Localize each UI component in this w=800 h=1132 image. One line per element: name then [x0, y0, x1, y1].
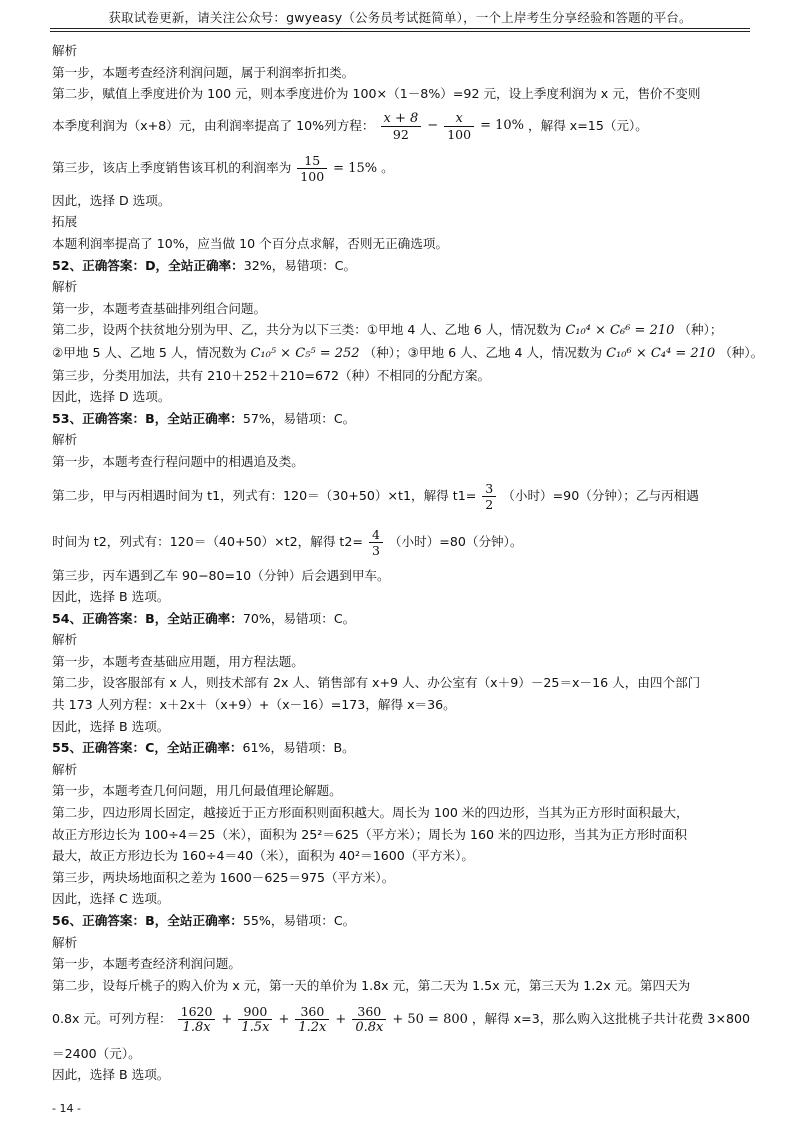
step-text-with-formula	[52, 519, 752, 565]
math-operator: +	[335, 1011, 347, 1027]
document-body	[52, 40, 764, 1086]
question-number: 54、正确答案：	[52, 610, 146, 626]
rate-label: 全站正确率：	[166, 740, 243, 756]
step-text: 第一步，本题考查几何问题，用几何最值理论解题。	[52, 783, 342, 799]
text: 0.8x 元。可列方程：	[52, 1011, 172, 1027]
rate-label: 全站正确率：	[167, 913, 243, 928]
answer: B，	[145, 913, 168, 928]
header-rule-2	[50, 31, 750, 32]
analysis-label: 解析	[52, 279, 78, 295]
step-text: 第一步，本题考查经济利润问题，属于利润率折扣类。	[52, 64, 355, 80]
answer: B，	[145, 410, 168, 426]
rate-rest: 57%，易错项：C。	[242, 410, 356, 426]
step-text: 第三步，分类用加法，共有 210＋252＋210=672（种）不相同的分配方案。	[52, 367, 491, 383]
rate-rest: 70%，易错项：C。	[242, 610, 356, 626]
question-header	[52, 408, 752, 430]
step-text-with-formula	[52, 473, 752, 519]
question-number: 52、正确答案：	[52, 257, 146, 273]
text: ，解得 x=15（元）。	[528, 117, 648, 133]
step-text: 第一步，本题考查基础应用题，用方程法题。	[52, 653, 304, 669]
fraction: $\frac{3}{2}$	[482, 481, 496, 512]
question-header	[52, 255, 752, 277]
step-text-with-formula	[52, 342, 764, 365]
step-text: 最大，故正方形边长为 160÷4＝40（米），面积为 40²＝1600（平方米）。	[52, 848, 475, 864]
page-number: - 14 -	[52, 1102, 81, 1115]
fraction: $\frac{360}{0.8x}$	[352, 1004, 386, 1035]
fraction: $\frac{x + 8}{92}$	[381, 111, 422, 142]
analysis-label: 解析	[52, 432, 78, 448]
answer: D，	[145, 257, 169, 273]
step-text-with-formula	[52, 996, 752, 1043]
conclusion: 因此，选择 C 选项。	[52, 891, 170, 907]
analysis-label: 解析	[52, 43, 78, 58]
step-text: 第三步，丙车遇到乙车 90−80=10（分钟）后会遇到甲车。	[52, 567, 390, 583]
text: ，解得 x=3，那么购入这批桃子共计花费 3×800	[471, 1011, 751, 1027]
rate-rest: 61%，易错项：B。	[242, 740, 355, 756]
step-text: 第三步，两块场地面积之差为 1600－625＝975（平方米）。	[52, 869, 395, 885]
text: 。	[381, 160, 394, 176]
conclusion: 因此，选择 D 选项。	[52, 192, 171, 208]
question-number: 56、正确答案：	[52, 913, 146, 928]
extension-text: 本题利润率提高了 10%，应当做 10 个百分点求解，否则无正确选项。	[52, 235, 449, 251]
page-header: 获取试卷更新，请关注公众号：gwyeasy（公务员考试挺简单），一个上岸考生分享经验和答题的平台。	[108, 10, 692, 25]
question-header	[52, 608, 752, 630]
fraction: $\frac{15}{100}$	[297, 153, 327, 184]
combination-formula: C₁₀⁴ × C₆⁶ = 210	[565, 323, 675, 339]
step-text: 第一步，本题考查行程问题中的相遇追及类。	[52, 453, 304, 469]
step-text: 第二步，赋值上季度进价为 100 元，则本季度进价为 100×（1－8%）=92 元，设上季度利润为 x 元，售价不变则	[52, 86, 701, 102]
math-rhs: = 10%	[480, 118, 524, 134]
text: 第二步，甲与丙相遇时间为 t1，列式有：120＝（30+50）×t1，解得 t1=	[52, 487, 477, 503]
text: （种）；	[678, 322, 723, 338]
fraction: $\frac{360}{1.2x}$	[295, 1004, 329, 1035]
conclusion: 因此，选择 B 选项。	[52, 589, 170, 605]
math-operator: −	[427, 118, 439, 134]
step-text: 共 173 人列方程：x＋2x＋（x+9）+（x－16）=173，解得 x＝36。	[52, 697, 456, 713]
step-text: ＝2400（元）。	[52, 1045, 141, 1061]
step-text-with-formula	[52, 105, 752, 148]
text: ②甲地 5 人、乙地 5 人，情况数为	[52, 344, 247, 360]
text: （小时）=80（分钟）。	[388, 533, 523, 549]
question-number: 55、正确答案：	[52, 740, 146, 756]
step-text: 第二步，四边形周长固定，越接近于正方形面积则面积越大。周长为 100 米的四边形，当其为正方形时面积最大，	[52, 805, 689, 821]
step-text: 第一步，本题考查基础排列组合问题。	[52, 300, 267, 316]
combination-formula: C₁₀⁵ × C₅⁵ = 252	[250, 345, 360, 361]
analysis-label: 解析	[52, 761, 78, 777]
analysis-label: 解析	[52, 632, 78, 648]
header-rule	[50, 28, 750, 29]
answer: B，	[145, 610, 168, 626]
text: 本季度利润为（x+8）元，由利润率提高了 10%列方程：	[52, 117, 375, 133]
step-text: 故正方形边长为 100÷4＝25（米），面积为 25²＝625（平方米）；周长为 160 米的四边形，当其为正方形时面积	[52, 826, 687, 842]
math-rhs: = 15%	[333, 160, 378, 176]
text: （种）。	[719, 344, 764, 360]
combination-formula: C₁₀⁶ × C₄⁴ = 210	[606, 345, 716, 361]
step-text-with-formula	[52, 319, 752, 342]
rate-label: 全站正确率：	[167, 410, 243, 426]
rate-rest: 55%，易错项：C。	[242, 913, 356, 928]
conclusion: 因此，选择 B 选项。	[52, 1067, 170, 1083]
extension-label: 拓展	[52, 214, 78, 230]
fraction: $\frac{x}{100}$	[444, 111, 474, 142]
step-text: 第二步，设客服部有 x 人，则技术部有 2x 人、销售部有 x+9 人、办公室有（x＋9）－25＝x－16 人，由四个部门	[52, 675, 701, 691]
fraction: $\frac{1620}{1.8x}$	[178, 1004, 216, 1035]
rate-label: 全站正确率：	[168, 257, 244, 273]
question-header	[52, 737, 752, 759]
step-text: 第一步，本题考查经济利润问题。	[52, 956, 241, 972]
question-header	[52, 910, 752, 932]
math-operator: +	[278, 1011, 290, 1027]
text: （小时）=90（分钟）；乙与丙相遇	[502, 487, 699, 503]
conclusion: 因此，选择 D 选项。	[52, 389, 171, 405]
fraction: $\frac{900}{1.5x}$	[238, 1004, 272, 1035]
rate-rest: 32%，易错项：C。	[243, 257, 357, 273]
question-number: 53、正确答案：	[52, 410, 146, 426]
fraction: $\frac{4}{3}$	[369, 527, 383, 558]
text: 第二步，设两个扶贫地分别为甲、乙，共分为以下三类：①甲地 4 人、乙地 6 人，情况数为	[52, 322, 562, 338]
step-text: 第二步，设每斤桃子的购入价为 x 元，第一天的单价为 1.8x 元，第二天为 1.5x 元，第三天为 1.2x 元。第四天为	[52, 977, 691, 993]
math-operator: +	[221, 1011, 233, 1027]
text: （种）；③甲地 6 人、乙地 4 人，情况数为	[363, 344, 603, 360]
rate-label: 全站正确率：	[167, 610, 243, 626]
text: 第三步，该店上季度销售该耳机的利润率为	[52, 160, 292, 176]
conclusion: 因此，选择 B 选项。	[52, 718, 170, 734]
answer: C，	[145, 740, 167, 756]
math-rhs: + 50 = 800	[392, 1011, 468, 1027]
step-text-with-formula	[52, 147, 752, 190]
text: 时间为 t2，列式有：120＝（40+50）×t2，解得 t2=	[52, 533, 363, 549]
analysis-label: 解析	[52, 934, 78, 950]
